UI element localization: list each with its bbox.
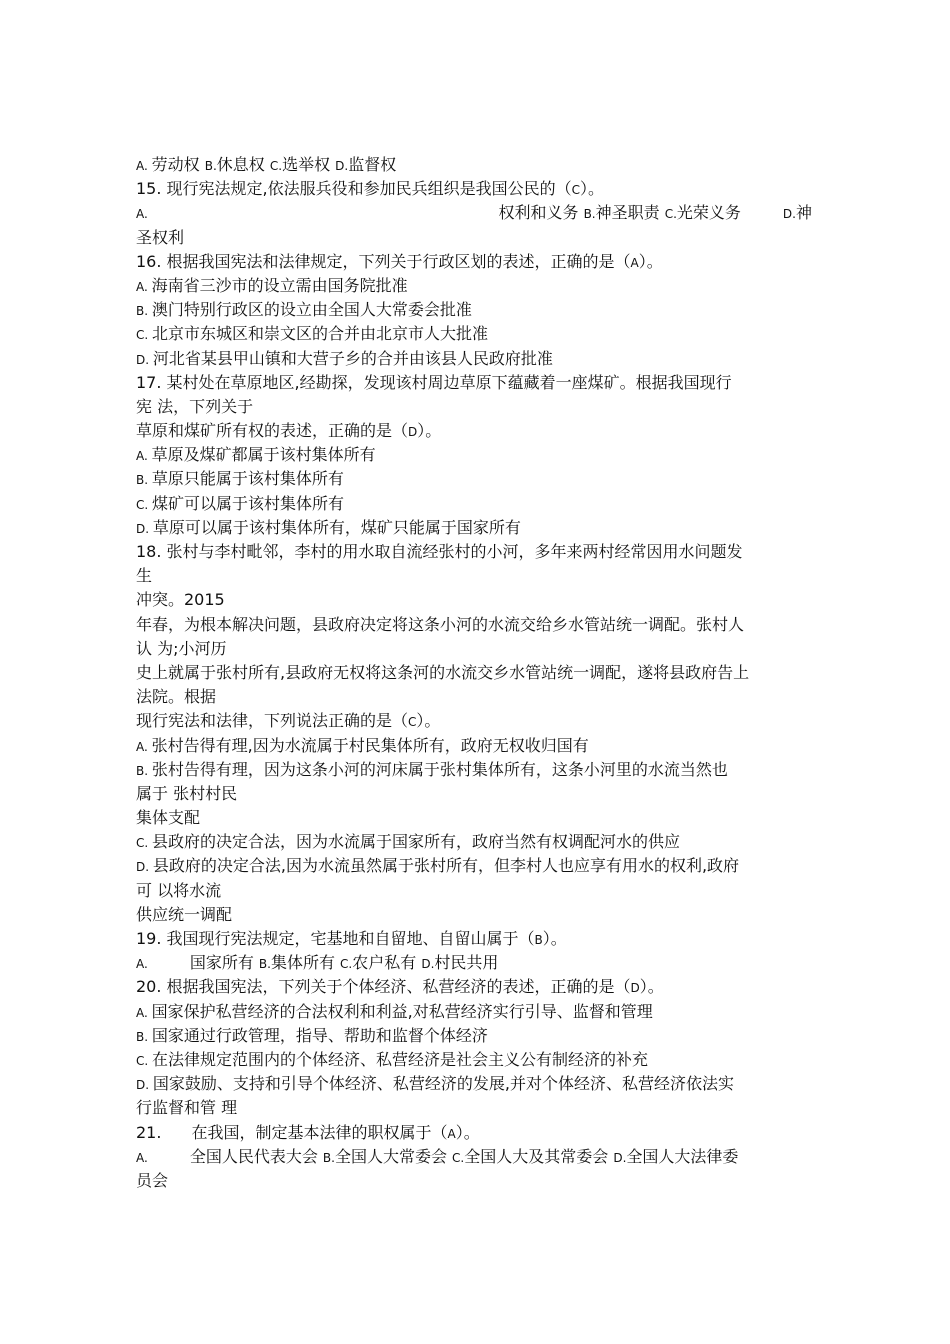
text-line (136, 1072, 812, 1096)
text-line (136, 903, 812, 927)
text-run: 属于 张村村民 (136, 783, 238, 803)
text-line (136, 274, 812, 298)
text-run: C (571, 183, 581, 198)
text-line (136, 709, 812, 733)
text-run: 供应统一调配 (136, 904, 233, 924)
line-middle (498, 201, 740, 225)
text-line (136, 1048, 812, 1072)
text-run: C (408, 715, 417, 730)
text-run: 张村告得有理，因为这条小河的河床属于张村集体所有，这条小河里的水流当然也 (151, 759, 728, 779)
text-run: 农户私有 (352, 953, 422, 973)
text-run: C. (340, 957, 353, 972)
text-run: 在我国，制定基本法律的职权属于（ (191, 1122, 448, 1142)
text-line (136, 951, 812, 975)
text-line (136, 322, 812, 346)
text-run: 澳门特别行政区的设立由全国人大常委会批准 (151, 300, 472, 320)
text-run: 草原及煤矿都属于该村集体所有 (151, 445, 376, 465)
text-line (136, 588, 812, 612)
text-run: 村民共用 (434, 953, 499, 973)
text-run: A (630, 255, 639, 270)
text-run: 16. 根据我国宪法和法律规定，下列关于行政区划的表述，正确的是（ (136, 251, 631, 271)
text-run: 选举权 (282, 155, 336, 174)
text-line (136, 492, 812, 516)
text-run: 21. (136, 1122, 162, 1142)
text-run: ）。 (542, 929, 567, 948)
text-run: C. (269, 159, 283, 173)
text-line (136, 758, 812, 782)
text-run: B (534, 933, 543, 947)
text-run: 全国人大常委会 (334, 1146, 453, 1166)
text-run: ）。 (455, 1122, 480, 1142)
text-run: 17. 某村处在草原地区,经勘探，发现该村周边草原下蕴藏着一座煤矿。根据我国现行 (136, 372, 732, 392)
text-run: D. (136, 860, 153, 875)
text-line (136, 1145, 812, 1169)
text-run: D (630, 981, 640, 996)
text-run: A. (136, 739, 152, 754)
text-line (136, 540, 812, 564)
text-line (136, 177, 812, 201)
text-run: 宪 法，下列关于 (136, 396, 254, 416)
text-run: C. (136, 1053, 153, 1068)
text-run: 国家所有 (189, 953, 259, 973)
text-run: 现行宪法和法律，下列说法正确的是（ (136, 711, 409, 731)
text-run: 圣权利 (136, 227, 185, 247)
text-run: 权利和义务 (498, 203, 584, 223)
text-line (136, 226, 812, 250)
text-run: A (447, 1126, 456, 1141)
text-run: 光荣义务 (676, 203, 741, 223)
text-line (136, 854, 812, 878)
text-run: B. (322, 1150, 335, 1165)
text-run: D. (136, 1078, 153, 1093)
text-run: 神 (795, 203, 812, 223)
text-line (136, 613, 812, 637)
text-line (136, 1096, 812, 1120)
text-run: 全国人民代表大会 (189, 1146, 323, 1166)
text-run: C. (136, 497, 153, 512)
text-run: 河北省某县甲山镇和大营子乡的合并由该县人民政府批准 (152, 348, 553, 368)
text-run: C. (136, 328, 153, 343)
text-run: ）。 (416, 711, 441, 731)
text-line (136, 201, 812, 225)
text-run: A. (136, 1005, 152, 1020)
text-run: 神圣职责 (595, 203, 665, 223)
text-run: D. (782, 207, 796, 222)
text-run: ）。 (580, 179, 605, 199)
text-run: 史上就属于张村所有,县政府无权将这条河的水流交乡水管站统一调配，遂将县政府告上 (136, 662, 750, 682)
text-run: 草原只能属于该村集体所有 (151, 469, 344, 489)
document-page (136, 153, 812, 1193)
text-run: D. (136, 521, 153, 536)
text-line (136, 1000, 812, 1024)
text-run: 全国人大及其常委会 (464, 1146, 614, 1166)
text-run: D (408, 425, 418, 440)
text-run: A. (136, 279, 152, 294)
text-run: D. (421, 957, 435, 972)
text-run: 国家鼓励、支持和引导个体经济、私营经济的发展,并对个体经济、私营经济依法实 (152, 1074, 734, 1094)
text-line (136, 975, 812, 999)
text-line (136, 637, 812, 661)
text-line (136, 516, 812, 540)
text-run: A. (136, 207, 148, 222)
text-run: 生 (136, 566, 153, 586)
text-run: 年春，为根本解决问题，县政府决定将这条小河的水流交给乡水管站统一调配。张村人 (136, 614, 745, 634)
text-run: 国家通过行政管理，指导、帮助和监督个体经济 (151, 1025, 488, 1045)
text-line (136, 806, 812, 830)
text-line (136, 661, 812, 685)
text-run: 法院。根据 (136, 687, 217, 707)
text-run: 草原可以属于该村集体所有，煤矿只能属于国家所有 (152, 517, 521, 537)
text-run: ）。 (417, 421, 442, 441)
text-run: A. (136, 957, 148, 972)
text-run: 煤矿可以属于该村集体所有 (152, 493, 345, 513)
text-line (136, 467, 812, 491)
text-run: 18. 张村与李村毗邻，李村的用水取自流经张村的小河，多年来两村经常因用水问题发 (136, 542, 743, 561)
text-line (136, 685, 812, 709)
text-line (136, 564, 812, 588)
text-run: C. (664, 207, 677, 222)
text-run: 15. 现行宪法规定,依法服兵役和参加民兵组织是我国公民的（ (136, 179, 572, 199)
text-run: 海南省三沙市的设立需由国务院批准 (151, 275, 408, 295)
text-run: D. (335, 159, 349, 173)
text-run: 国家保护私营经济的合法权利和利益,对私营经济实行引导、监督和管理 (151, 1001, 653, 1021)
text-run: 20. 根据我国宪法，下列关于个体经济、私营经济的表述，正确的是（ (136, 977, 631, 997)
text-run: A. (136, 1150, 148, 1165)
text-run: B. (136, 1029, 152, 1044)
text-line (136, 782, 812, 806)
text-run: A. (136, 449, 152, 464)
text-run: 劳动权 (151, 155, 205, 174)
text-line (136, 830, 812, 854)
text-run: 行监督和管 理 (136, 1098, 238, 1118)
text-line (136, 1024, 812, 1048)
text-run: B. (583, 207, 596, 222)
text-run: B. (258, 957, 271, 972)
text-line (136, 734, 812, 758)
text-run: 县政府的决定合法，因为水流属于国家所有，政府当然有权调配河水的供应 (152, 832, 681, 852)
text-line (136, 395, 812, 419)
text-run: A. (136, 159, 152, 173)
text-run: 张村告得有理,因为水流属于村民集体所有，政府无权收归国有 (151, 735, 589, 755)
text-run: 员会 (136, 1170, 169, 1190)
text-run: ）。 (639, 977, 664, 997)
text-run: ）。 (638, 251, 663, 271)
text-run: 草原和煤矿所有权的表述，正确的是（ (136, 421, 409, 441)
text-run: D. (613, 1150, 627, 1165)
text-run: B. (136, 473, 152, 488)
text-line (136, 371, 812, 395)
text-run: 全国人大法律委 (626, 1146, 739, 1166)
line-right (783, 201, 812, 225)
text-run: 监督权 (348, 155, 397, 174)
text-run: 县政府的决定合法,因为水流虽然属于张村所有，但李村人也应享有用水的权利,政府 (152, 856, 740, 876)
text-run: 集体所有 (270, 953, 341, 973)
text-line (136, 298, 812, 322)
text-run: C. (452, 1150, 465, 1165)
text-run: 集体支配 (136, 808, 201, 828)
text-run: 19. 我国现行宪法规定，宅基地和自留地、自留山属于（ (136, 929, 535, 948)
text-run: D. (136, 352, 153, 367)
text-line (136, 927, 812, 951)
text-run: 可 以将水流 (136, 880, 222, 900)
text-line (136, 419, 812, 443)
text-run: 休息权 (216, 155, 270, 174)
text-line (136, 443, 812, 467)
line-left (136, 201, 148, 225)
text-line (136, 153, 812, 177)
text-line (136, 1169, 812, 1193)
text-run: 在法律规定范围内的个体经济、私营经济是社会主义公有制经济的补充 (152, 1049, 649, 1069)
text-run: B. (204, 159, 217, 173)
text-run: C. (136, 836, 153, 851)
text-line (136, 250, 812, 274)
text-run: 认 为;小河历 (136, 638, 227, 658)
text-run: B. (136, 763, 152, 778)
text-run: B. (136, 304, 152, 319)
text-line (136, 347, 812, 371)
text-run: 冲突。2015 (136, 590, 225, 610)
text-line (136, 1121, 812, 1145)
text-run: 北京市东城区和崇文区的合并由北京市人大批准 (152, 324, 489, 344)
text-line (136, 879, 812, 903)
